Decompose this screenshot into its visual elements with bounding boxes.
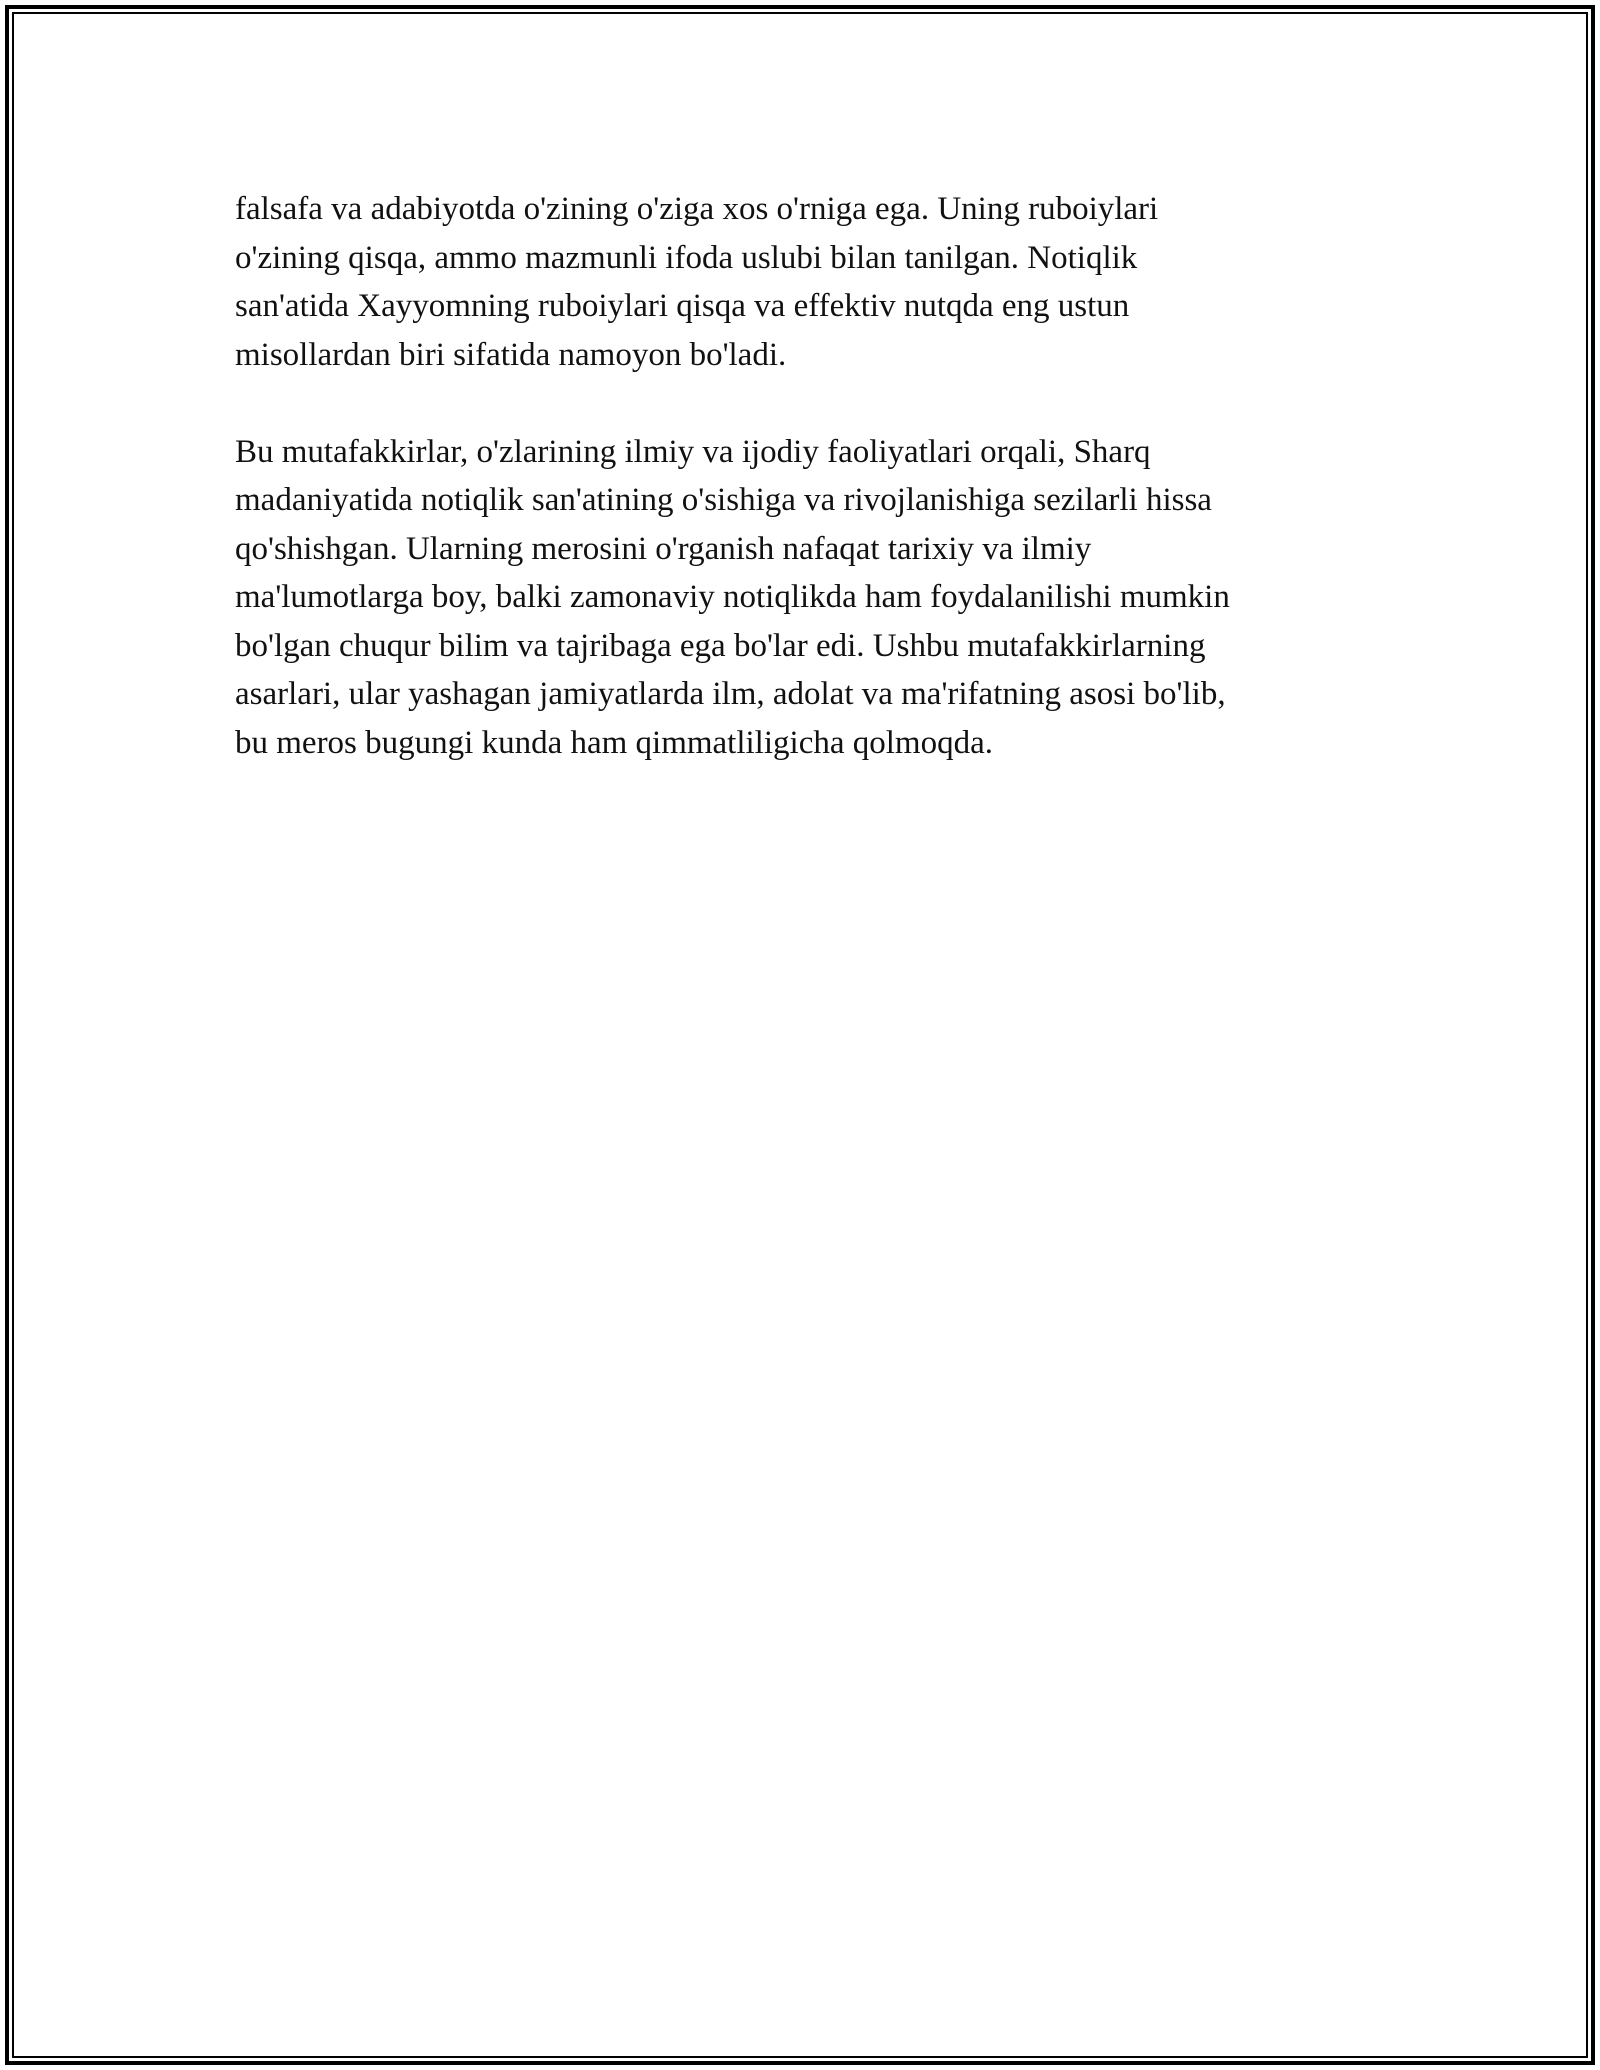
paragraph-2: Bu mutafakkirlar, o'zlarining ilmiy va ijodiy faoliyatlari orqali, Sharq madaniyatida notiqlik san'atining o'sishiga va rivojlanishiga sezilarli hissa qo'shishgan. Ularning merosini o'rganish nafaqat tarixiy va ilmiy ma'lumotlarga boy, balki zamonaviy notiqlikda ham foydalanilishi mumkin bo'lgan chuqur bilim va tajribaga ega bo'lar edi. Ushbu mutafakkirlarning asarlari, ular yashagan jamiyatlarda ilm, adolat va ma'rifatning asosi bo'lib, bu meros bugungi kunda ham qimmatliligicha qolmoqda. [235, 433, 1230, 761]
paragraph-1: falsafa va adabiyotda o'zining o'ziga xos o'rniga ega. Uning ruboiylari o'zining qisqa, ammo mazmunli ifoda uslubi bilan tanilgan. Notiqlik san'atida Xayyomning ruboiylari qisqa va effektiv nutqda eng ustun misollardan biri sifatida namoyon bo'ladi. [235, 191, 1159, 373]
document-body [235, 185, 1355, 816]
